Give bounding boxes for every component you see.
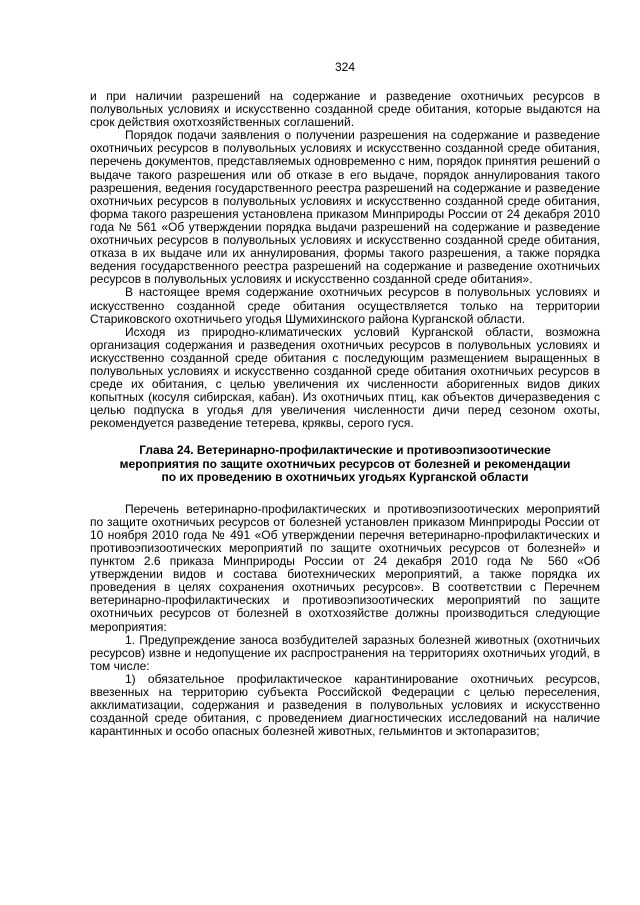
paragraph-item-1: 1. Предупреждение заноса возбудителей заразных болезней животных (охотничьих ресурсов) извне и недопущение их распространения на территориях охотничьих угодий, в том числе: <box>90 632 600 673</box>
paragraph-continuation: и при наличии разрешений на содержание и разведение охотничьих ресурсов в полувольных условиях и искусственно созданной среде обитания, которые выдаются на срок действия охотхозяйственных соглашений. <box>90 89 600 130</box>
paragraph-current-state: В настоящее время содержание охотничьих ресурсов в полувольных условиях и искусственно созданной среде обитания осуществляется только на территории Стариковского охотничьего угодья Шумихинского района Курганской области. <box>90 285 600 326</box>
page-number: 324 <box>334 60 356 74</box>
paragraph-breeding-recommendations: Исходя из природно-климатических условий Курганской области, возможна организация содержания и разведения охотничьих ресурсов в полувольных условиях и искусственно созданной среде обитания с последующим размещением выращенных в полувольных условиях и искусственно созданной среде обитания охотничьих ресурсов в среде их обитания, с целью увеличения их численности аборигенных видов диких копытных (косуля сибирская, кабан). Из охотничьих птиц, как объектов дичеразведения с целью подпуска в угодья для увеличения численности дичи перед сезоном охоты, рекомендуется разведение тетерева, кряквы, серого гуся. <box>90 324 600 431</box>
paragraph-measures-list: Перечень ветеринарно-профилактических и противоэпизоотических мероприятий по защите охотничьих ресурсов от болезней установлен приказом Минприроды России от 10 ноября 2010 года № 491 «Об утверждении перечня ветеринарно-профилактических и противоэпизоотических мероприятий по защите охотничьих ресурсов от болезней» и пунктом 2.6 приказа Минприроды России от 24 декабря 2010 года № 560 «Об утверждении видов и состава биотехнических мероприятий, а также порядка их проведения в целях сохранения охотничьих ресурсов». В соответствии с Перечнем ветеринарно-профилактических и противоэпизоотических мероприятий по защите охотничьих ресурсов от болезней в охотхозяйстве должны производиться следующие мероприятия: <box>90 501 600 634</box>
chapter-title-line-1: Глава 24. Ветеринарно-профилактические и противоэпизоотические <box>139 443 551 458</box>
paragraph-application-procedure: Порядок подачи заявления о получении разрешения на содержание и разведение охотничьих ресурсов в полувольных условиях и искусственно созданной среде обитания, перечень документов, представляемых одновременно с ним, порядок принятия решений о выдаче такого разрешения или об отказе в его выдаче, порядок аннулирования такого разрешения, ведения государственного реестра разрешений на содержание и разведение охотничьих ресурсов в полувольных условиях и искусственно созданной среде обитания, форма такого разрешения установлена приказом Минприроды России от 24 декабря 2010 года № 561 «Об утверждении порядка выдачи разрешений на содержание и разведение охотничьих ресурсов в полувольных условиях и искусственно созданной среде обитания, отказа в их выдаче или их аннулирования, формы такого разрешения, а также порядка ведения государственного реестра разрешений на содержание и разведение охотничьих ресурсов в полувольных условиях и искусственно созданной среде обитания». <box>90 128 600 287</box>
paragraph-subitem-1: 1) обязательное профилактическое карантинирование охотничьих ресурсов, ввезенных на территорию субъекта Российской Федерации с целью переселения, акклиматизации, содержания и разведения в полувольных условиях и искусственно созданной среде обитания, с проведением диагностических исследований на наличие карантинных и особо опасных болезней животных, гельминтов и эктопаразитов; <box>90 671 600 739</box>
chapter-title-line-2: мероприятия по защите охотничьих ресурсов от болезней и рекомендации <box>119 456 571 471</box>
chapter-title <box>100 444 590 484</box>
chapter-title-line-3: по их проведению в охотничьих угодьях Курганской области <box>161 470 529 485</box>
